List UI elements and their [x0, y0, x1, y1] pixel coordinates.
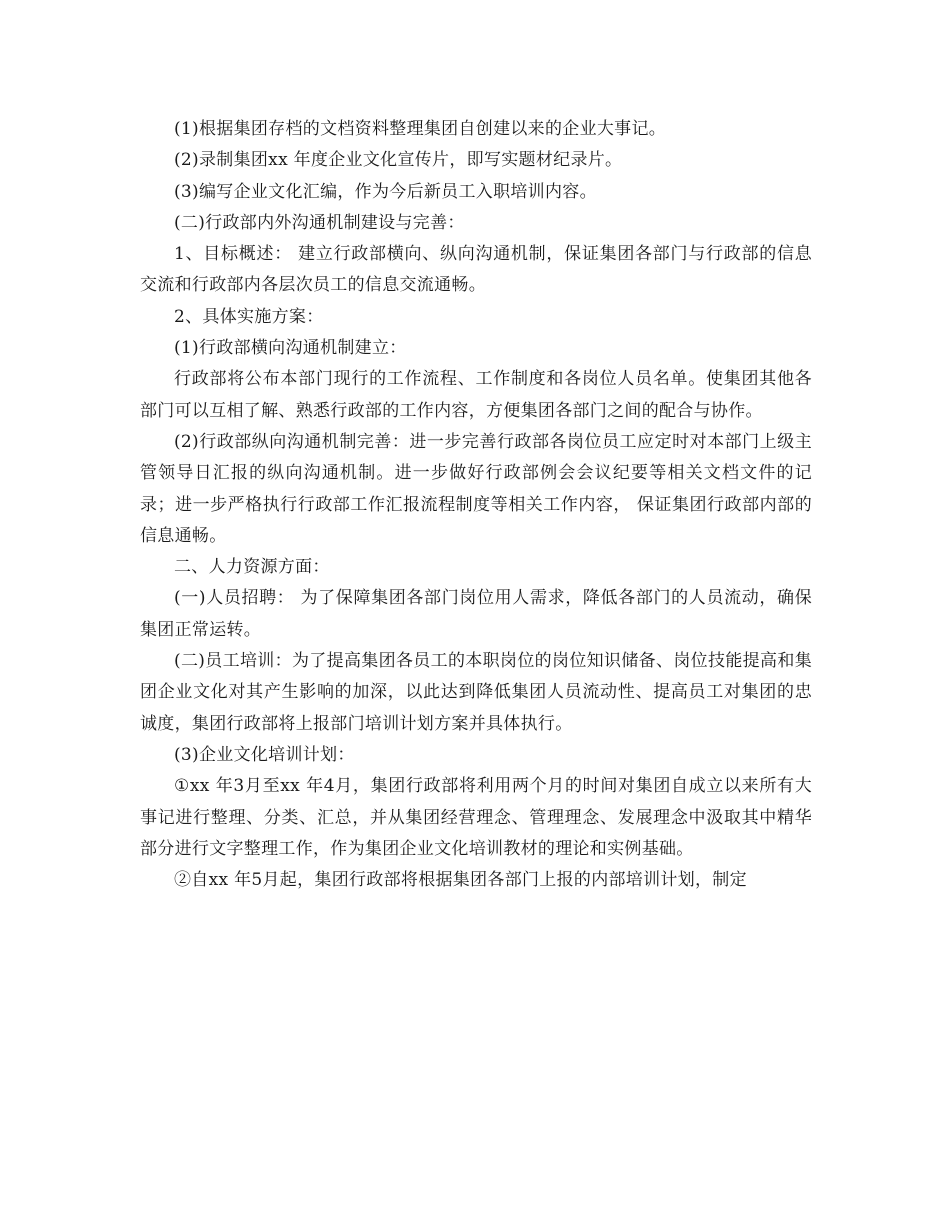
paragraph-recruitment: (一)人员招聘： 为了保障集团各部门岗位用人需求，降低各部门的人员流动，确保集团正常运转。: [140, 588, 812, 640]
section-heading-hr: 二、人力资源方面：: [174, 557, 330, 578]
paragraph-2: (2)录制集团xx 年度企业文化宣传片，即写实题材纪录片。: [174, 150, 623, 171]
paragraph-training: (二)员工培训：为了提高集团各员工的本职岗位的岗位知识储备、岗位技能提高和集团企业文化对其产生影响的加深，以此达到降低集团人员流动性、提高员工对集团的忠诚度，集团行政部将上报部门培训计划方案并具体执行。: [140, 651, 812, 734]
document-body: [140, 114, 812, 896]
paragraph-culture-step-2: ②自xx 年5月起，集团行政部将根据集团各部门上报的内部培训计划，制定: [174, 870, 747, 891]
paragraph-goal-overview: 1、目标概述： 建立行政部横向、纵向沟通机制，保证集团各部门与行政部的信息交流和行政部内各层次员工的信息交流通畅。: [140, 244, 812, 296]
paragraph-horizontal: 行政部将公布本部门现行的工作流程、工作制度和各岗位人员名单。使集团其他各部门可以互相了解、熟悉行政部的工作内容，方便集团各部门之间的配合与协作。: [140, 369, 812, 421]
paragraph-3: (3)编写企业文化汇编，作为今后新员工入职培训内容。: [174, 181, 597, 202]
subheading-culture-training: (3)企业文化培训计划：: [174, 744, 355, 765]
section-heading-communication: (二)行政部内外沟通机制建设与完善：: [174, 212, 465, 233]
paragraph-vertical: (2)行政部纵向沟通机制完善：进一步完善行政部各岗位员工应定时对本部门上级主管领导日汇报的纵向沟通机制。进一步做好行政部例会会议纪要等相关文档文件的记录；进一步严格执行行政部工作汇报流程制度等相关工作内容， 保证集团行政部内部的信息通畅。: [140, 431, 812, 546]
subheading-implementation: 2、具体实施方案：: [174, 306, 324, 327]
subheading-horizontal: (1)行政部横向沟通机制建立：: [174, 338, 407, 359]
paragraph-1: (1)根据集团存档的文档资料整理集团自创建以来的企业大事记。: [174, 119, 667, 139]
paragraph-culture-step-1: ①xx 年3月至xx 年4月，集团行政部将利用两个月的时间对集团自成立以来所有大事记进行整理、分类、汇总，并从集团经营理念、管理理念、发展理念中汲取其中精华部分进行文字整理工作，作为集团企业文化培训教材的理论和实例基础。: [140, 776, 812, 859]
